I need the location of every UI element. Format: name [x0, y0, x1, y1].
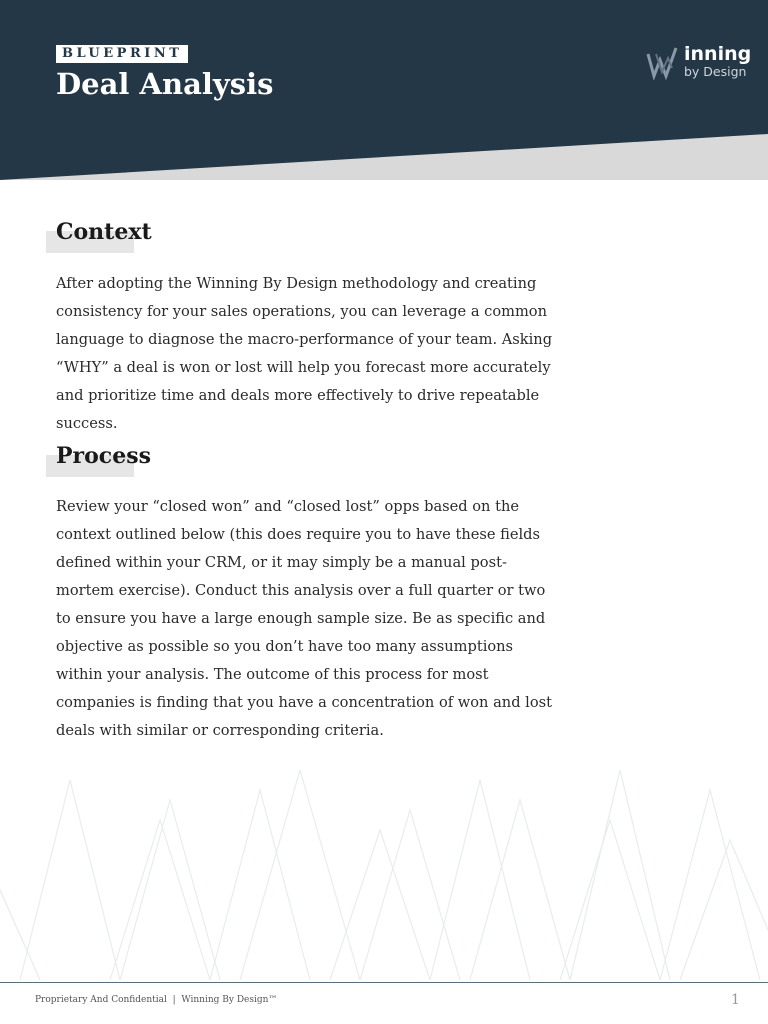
page-number: 1	[731, 992, 740, 1008]
footer-divider	[0, 982, 768, 983]
blueprint-badge: BLUEPRINT	[56, 45, 188, 63]
section-heading-context: Context	[56, 219, 152, 245]
logo-word: inning	[684, 43, 752, 65]
logo-subtitle: by Design	[684, 64, 747, 79]
page-title: Deal Analysis	[56, 67, 274, 101]
footer-confidential-text: Proprietary And Confidential | Winning By Design™	[35, 995, 278, 1005]
logo-w-icon	[646, 46, 682, 80]
process-paragraph: Review your “closed won” and “closed lost” opps based on the context outlined below (this does require you to have these fields defined within your CRM, or it may simply be a manual post-mortem exercise). Conduct this analysis over a full quarter or two to ensure you have a large enough sample size. Be as specific and objective as possible so you don’t have too many assumptions within your analysis. The outcome of this process for most companies is finding that you have a concentration of won and lost deals with similar or corresponding criteria.	[56, 498, 552, 739]
context-paragraph: After adopting the Winning By Design methodology and creating consistency for your sales operations, you can leverage a common language to diagnose the macro-performance of your team. Asking “WHY” a deal is won or lost will help you forecast more accurately and prioritize time and deals more effectively to drive repeatable success.	[56, 275, 553, 432]
company-logo	[646, 42, 752, 84]
section-heading-process: Process	[56, 443, 151, 469]
background-pattern	[0, 770, 768, 980]
